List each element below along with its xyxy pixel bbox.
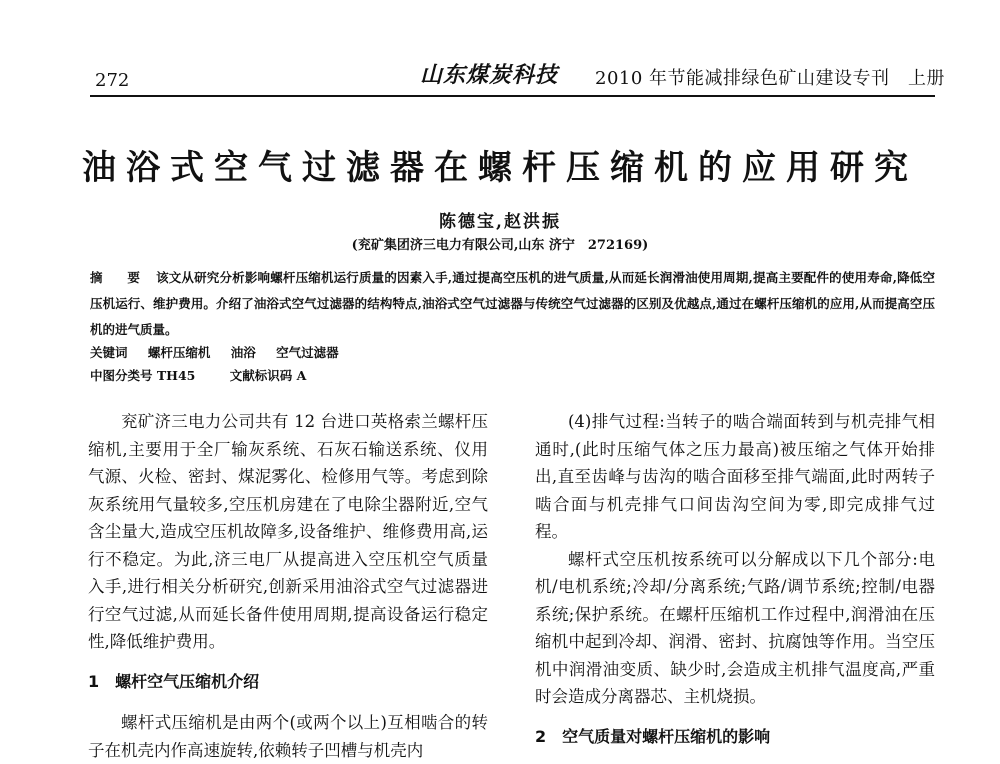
section-heading: 2 空气质量对螺杆压缩机的影响 <box>535 726 771 746</box>
system-paragraph: 螺杆式空压机按系统可以分解成以下几个部分:电机/电机系统;冷却/分离系统;气路/调节系统;控制/电器系统;保护系统。在螺杆压缩机工作过程中,润滑油在压缩机中起到冷却、润滑、密封、抗腐蚀等作用。当空压机中润滑油变质、缺少时,会造成主机排气温度高,严重时会造成分离器芯、主机烧损。 <box>535 549 935 706</box>
abstract <box>90 265 935 343</box>
keywords-label: 关键词 <box>90 345 128 360</box>
doc-code-label: 文献标识码 <box>229 368 293 383</box>
abstract-label: 摘 要 <box>90 270 147 285</box>
article-title: 油浴式空气过滤器在螺杆压缩机的应用研究 <box>82 148 918 188</box>
right-column <box>535 408 935 764</box>
keyword-item: 空气过滤器 <box>276 345 339 360</box>
keyword-item: 油浴 <box>230 345 256 360</box>
keywords <box>90 343 339 361</box>
header-rule <box>90 95 935 97</box>
clc-value: TH45 <box>156 368 196 383</box>
left-column <box>88 408 488 764</box>
affiliation: (兖矿集团济三电力有限公司,山东 济宁 272169) <box>351 238 649 253</box>
doc-code-value: A <box>296 368 307 383</box>
exhaust-paragraph: (4)排气过程:当转子的啮合端面转到与机壳排气相通时,(此时压缩气体之压力最高)被压缩之气体开始排出,直至齿峰与齿沟的啮合面移至排气端面,此时两转子啮合面与机壳排气口间齿沟空间为零,即完成排气过程。 <box>535 412 935 541</box>
issue-title: 2010 年节能减排绿色矿山建设专刊 上册 <box>595 68 946 89</box>
abstract-text: 该文从研究分析影响螺杆压缩机运行质量的因素入手,通过提高空压机的进气质量,从而延长润滑油使用周期,提高主要配件的使用寿命,降低空压机运行、维护费用。介绍了油浴式空气过滤器的结构特点,油浴式空气过滤器与传统空气过滤器的区别及优越点,通过在螺杆压缩机的应用,从而提高空压机的进气质量。 <box>90 270 935 337</box>
keyword-item: 螺杆压缩机 <box>147 345 211 360</box>
section-heading: 1 螺杆空气压缩机介绍 <box>88 671 260 691</box>
journal-logo: 山东煤炭科技 <box>420 62 559 88</box>
intro-paragraph: 兖矿济三电力公司共有 12 台进口英格索兰螺杆压缩机,主要用于全厂输灰系统、石灰石输送系统、仪用气源、火检、密封、煤泥雾化、检修用气等。考虑到除灰系统用气量较多,空压机房建在了电除尘器附近,空气含尘量大,造成空压机故障多,设备维护、维修费用高,运行不稳定。为此,济三电厂从提高进入空压机空气质量入手,进行相关分析研究,创新采用油浴式空气过滤器进行空气过滤,从而延长备件使用周期,提高设备运行稳定性,降低维护费用。 <box>88 412 488 651</box>
clc-label: 中图分类号 <box>90 368 153 383</box>
authors: 陈德宝,赵洪振 <box>439 212 561 232</box>
classification <box>90 366 306 384</box>
page-number: 272 <box>95 70 130 91</box>
section1-paragraph: 螺杆式压缩机是由两个(或两个以上)互相啮合的转子在机壳内作高速旋转,依赖转子凹槽与机壳内 <box>88 713 488 760</box>
